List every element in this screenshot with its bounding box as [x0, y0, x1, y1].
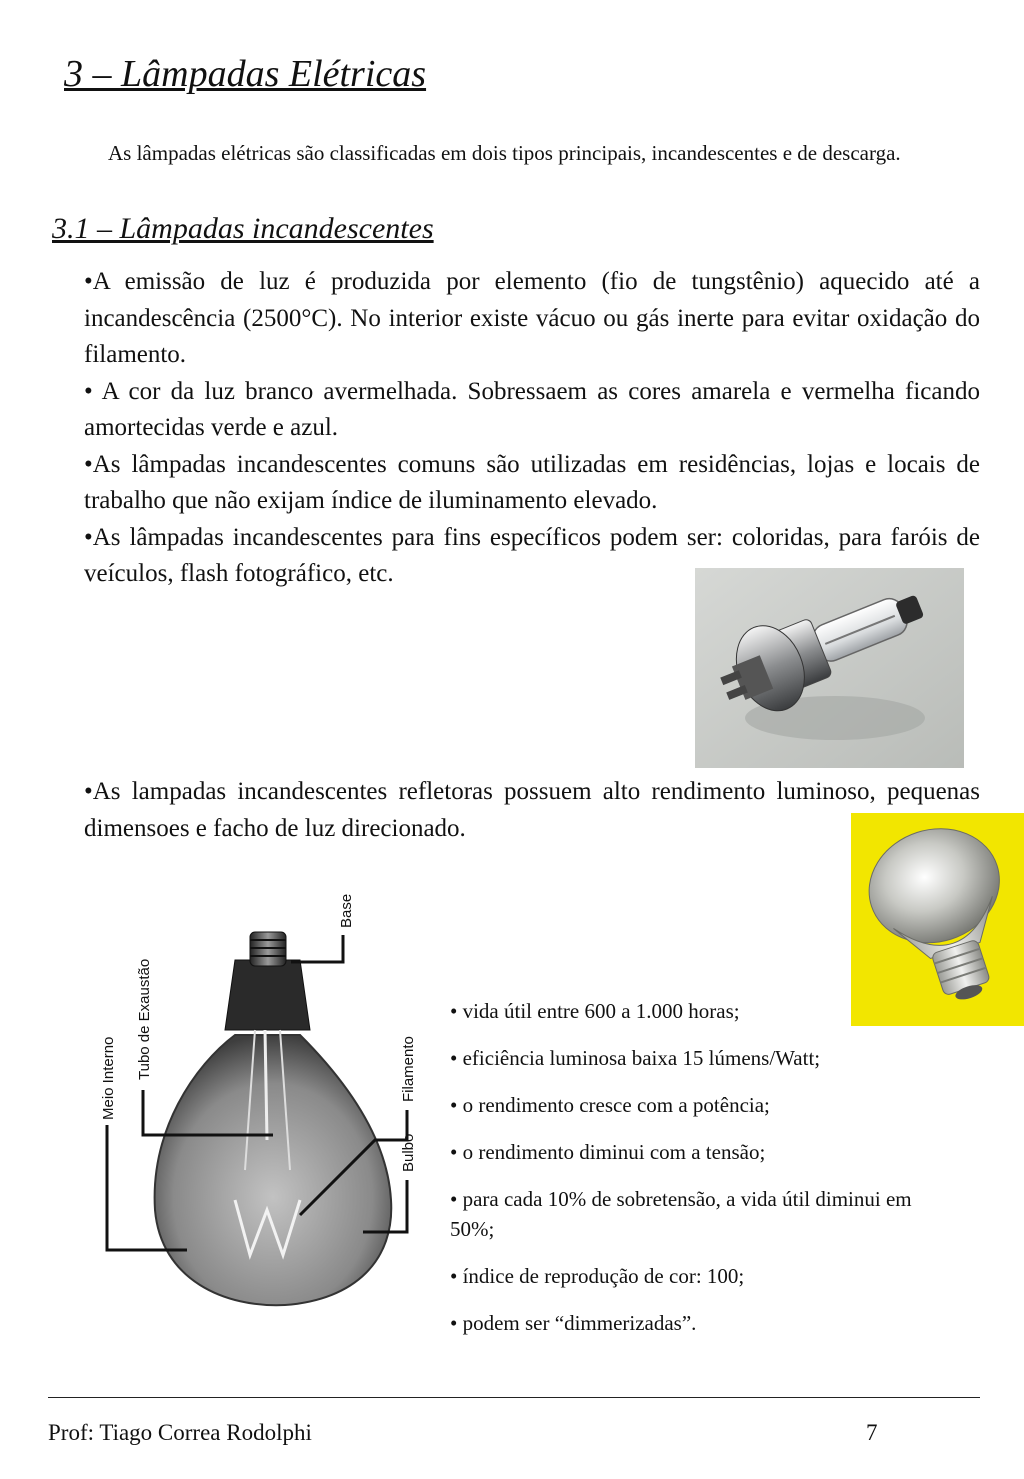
label-exhaust-tube: Tubo de Exaustão [136, 958, 153, 1080]
footer-divider [48, 1397, 980, 1398]
fact-item: • vida útil entre 600 a 1.000 horas; [450, 999, 740, 1023]
bullet-item: • A cor da luz branco avermelhada. Sobressaem as cores amarela e vermelha ficando amortecidas verde e azul. [84, 377, 980, 441]
incandescent-lamp-diagram [95, 880, 435, 1320]
fact-item: • o rendimento diminui com a tensão; [450, 1140, 766, 1164]
bullet-item: •A emissão de luz é produzida por elemento (fio de tungstênio) aquecido até a incandescência (2500°C). No interior existe vácuo ou gás inerte para evitar oxidação do filamento. [84, 268, 980, 368]
bullet-item: •As lâmpadas incandescentes para fins específicos podem ser: coloridas, para faróis de veículos, flash fotográfico, etc. [84, 523, 980, 587]
fact-item: • índice de reprodução de cor: 100; [450, 1264, 745, 1288]
fact-item: • para cada 10% de sobretensão, a vida útil diminui em 50%; [450, 1187, 912, 1241]
bullet-item: •As lampadas incandescentes refletoras possuem alto rendimento luminoso, pequenas dimensoes e facho de luz direcionado. [84, 778, 980, 842]
intro-paragraph [54, 138, 974, 168]
footer-author: Prof: Tiago Correa Rodolphi [48, 1420, 312, 1445]
bullet-list [84, 264, 980, 593]
page-title: 3 – Lâmpadas Elétricas [64, 53, 427, 95]
label-base: Base [338, 893, 355, 928]
page-number: 7 [866, 1420, 878, 1445]
fact-item: • podem ser “dimmerizadas”. [450, 1311, 697, 1335]
reflector-lamp-photo [851, 813, 1024, 1026]
headlamp-photo [695, 568, 964, 768]
reflector-bullet [84, 774, 980, 847]
fact-item: • eficiência luminosa baixa 15 lúmens/Watt; [450, 1046, 821, 1070]
label-bulb: Bulbo [400, 1133, 417, 1172]
intro-text: As lâmpadas elétricas são classificadas em dois tipos principais, incandescentes e de descarga. [108, 141, 901, 165]
section-subtitle: 3.1 – Lâmpadas incandescentes [52, 212, 434, 245]
facts-list [450, 996, 930, 1355]
label-inner-medium: Meio Interno [100, 1036, 117, 1120]
bullet-item: •As lâmpadas incandescentes comuns são utilizadas em residências, lojas e locais de trabalho que não exijam índice de iluminamento elevado. [84, 450, 980, 514]
fact-item: • o rendimento cresce com a potência; [450, 1093, 770, 1117]
label-filament: Filamento [400, 1036, 417, 1102]
